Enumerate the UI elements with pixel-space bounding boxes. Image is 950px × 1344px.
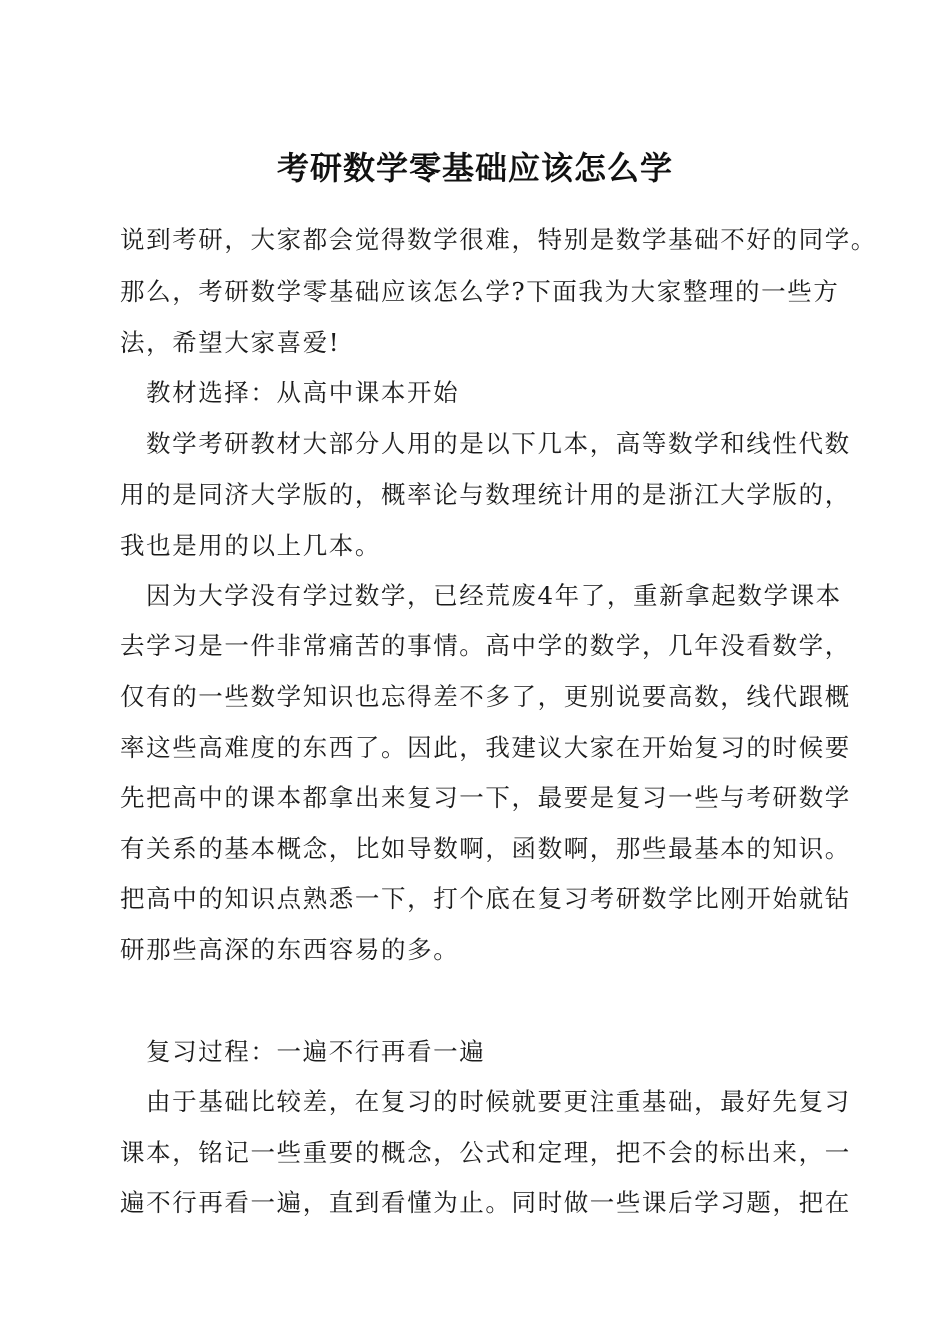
- text-line: 去学习是一件非常痛苦的事情。高中学的数学，几年没看数学，: [120, 631, 851, 660]
- text-line: 由于基础比较差，在复习的时候就要更注重基础，最好先复习: [146, 1087, 851, 1116]
- text-line: 因为大学没有学过数学，已经荒废4年了，重新拿起数学课本: [146, 581, 842, 610]
- text-line: 我也是用的以上几本。: [120, 531, 381, 560]
- text-line: 研那些高深的东西容易的多。: [120, 935, 460, 964]
- text-line: 有关系的基本概念，比如导数啊，函数啊，那些最基本的知识。: [120, 834, 851, 863]
- text-line: 仅有的一些数学知识也忘得差不多了，更别说要高数，线代跟概: [120, 682, 851, 711]
- text-line: 用的是同济大学版的，概率论与数理统计用的是浙江大学版的，: [120, 480, 851, 509]
- text-line: 数学考研教材大部分人用的是以下几本，高等数学和线性代数: [146, 429, 851, 458]
- section-heading: 复习过程：一遍不行再看一遍: [146, 1037, 486, 1066]
- section-heading: 教材选择：从高中课本开始: [146, 378, 460, 407]
- text-line: 遍不行再看一遍，直到看懂为止。同时做一些课后学习题，把在: [120, 1188, 851, 1217]
- text-line: 说到考研，大家都会觉得数学很难，特别是数学基础不好的同学。: [120, 225, 877, 254]
- text-line: 把高中的知识点熟悉一下，打个底在复习考研数学比刚开始就钻: [120, 884, 851, 913]
- text-line: 先把高中的课本都拿出来复习一下，最要是复习一些与考研数学: [120, 783, 851, 812]
- text-line: 率这些高难度的东西了。因此，我建议大家在开始复习的时候要: [120, 733, 851, 762]
- document-title: 考研数学零基础应该怎么学: [276, 149, 673, 187]
- text-line: 那么，考研数学零基础应该怎么学?下面我为大家整理的一些方: [120, 277, 840, 306]
- text-line: 课本，铭记一些重要的概念，公式和定理，把不会的标出来，一: [120, 1138, 851, 1167]
- text-line: 法，希望大家喜爱!: [120, 328, 341, 357]
